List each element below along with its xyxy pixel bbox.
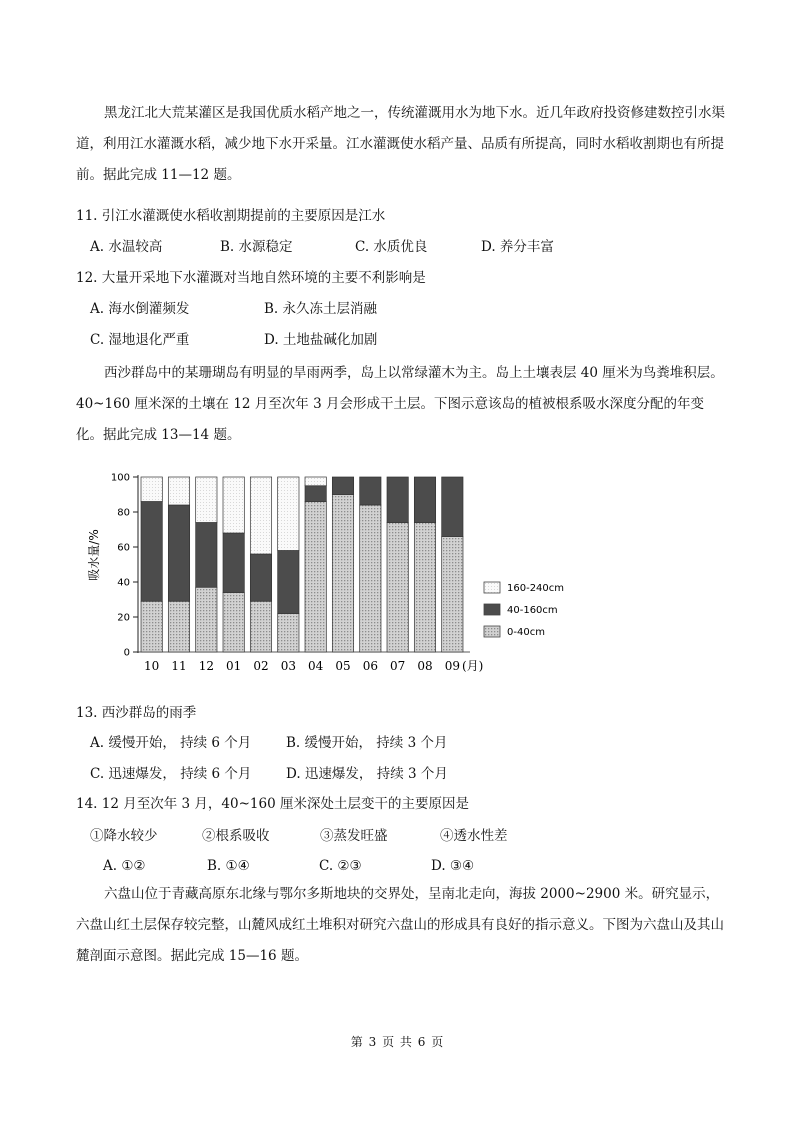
bar-segment-04-40-160cm (305, 486, 326, 502)
y-tick-label: 40 (117, 577, 130, 589)
x-tick-label: 02 (253, 659, 269, 673)
bar-segment-07-40-160cm (387, 477, 408, 523)
y-tick-label: 0 (123, 647, 130, 659)
bar-segment-10-0-40cm (141, 601, 162, 652)
bar-segment-01-40-160cm (223, 533, 244, 593)
question-13-stem: 13. 西沙群岛的雨季 (76, 705, 197, 721)
bar-segment-11-0-40cm (168, 601, 189, 652)
footer-text: 页 (382, 1035, 395, 1049)
option-a[interactable]: A. ①② (103, 858, 146, 874)
bar-segment-08-0-40cm (414, 523, 435, 653)
question-12-stem: 12. 大量开采地下水灌溉对当地自然环境的主要不利影响是 (76, 270, 426, 286)
x-tick-label: 04 (308, 659, 324, 673)
x-tick-label: 09 (444, 659, 460, 673)
option-c[interactable]: C. 迅速爆发， 持续 6 个月 (90, 766, 252, 782)
bar-segment-02-160-240cm (250, 477, 271, 554)
statement-3: ③蒸发旺盛 (320, 828, 388, 844)
legend-label-160-240: 160-240cm (507, 583, 565, 594)
x-tick-label: 07 (390, 659, 406, 673)
question-14-stem: 14. 12 月至次年 3 月，40~160 厘米深处土层变干的主要原因是 (76, 796, 469, 812)
x-tick-label: 01 (226, 659, 242, 673)
option-a[interactable]: A. 海水倒灌频发 (90, 301, 190, 317)
bar-segment-11-40-160cm (168, 505, 189, 601)
bar-segment-01-0-40cm (223, 593, 244, 653)
bar-segment-05-40-160cm (332, 477, 353, 495)
y-tick-label: 20 (117, 612, 130, 624)
statement-4: ④透水性差 (440, 828, 508, 844)
bar-segment-06-40-160cm (360, 477, 381, 505)
option-d[interactable]: D. 土地盐碱化加剧 (264, 332, 378, 348)
option-b[interactable]: B. ①④ (207, 858, 250, 874)
option-b[interactable]: B. 永久冻土层消融 (264, 301, 378, 317)
x-tick-label: 05 (335, 659, 351, 673)
y-tick-label: 100 (110, 472, 130, 484)
passage-11-12: 黑龙江北大荒某灌区是我国优质水稻产地之一，传统灌溉用水为地下水。近几年政府投资修建数控引水渠道，利用江水灌溉水稻，减少地下水开采量。江水灌溉使水稻产量、品质有所提高，同时水稻收割期也有所提前。据此完成 11—12 题。 (76, 105, 725, 183)
bar-segment-01-160-240cm (223, 477, 244, 533)
passage-15-16: 六盘山位于青藏高原东北缘与鄂尔多斯地块的交界处，呈南北走向，海拔 2000~2900 米。研究显示，六盘山红土层保存较完整，山麓风成红土堆积对研究六盘山的形成具有良好的指示意义。下图为六盘山及其山麓剖面示意图。据此完成 15—16 题。 (76, 886, 724, 964)
root-water-uptake-chart (86, 460, 566, 682)
bar-segment-02-40-160cm (250, 554, 271, 601)
total-page-count: 6 (417, 1035, 426, 1049)
x-tick-label: 08 (417, 659, 433, 673)
bar-segment-12-160-240cm (196, 477, 217, 523)
bar-segment-04-160-240cm (305, 477, 326, 486)
option-d[interactable]: D. 迅速爆发， 持续 3 个月 (286, 766, 448, 782)
bar-segment-04-0-40cm (305, 502, 326, 653)
current-page-number: 3 (368, 1035, 377, 1049)
bar-segment-08-40-160cm (414, 477, 435, 523)
x-tick-label: 06 (362, 659, 378, 673)
bar-segment-03-40-160cm (278, 551, 299, 614)
bar-segment-07-0-40cm (387, 523, 408, 653)
option-a[interactable]: A. 水温较高 (90, 239, 163, 255)
legend-label-0-40: 0-40cm (507, 627, 545, 638)
chart-legend (484, 582, 564, 638)
option-c[interactable]: C. 湿地退化严重 (90, 332, 190, 348)
x-tick-label: 11 (171, 659, 187, 673)
x-axis-unit: (月) (462, 659, 484, 673)
footer-text: 第 (350, 1035, 363, 1049)
legend-swatch-160-240 (484, 582, 500, 593)
page-footer (0, 1033, 794, 1050)
statement-2: ②根系吸收 (202, 828, 270, 844)
bar-segment-12-40-160cm (196, 523, 217, 588)
option-b[interactable]: B. 水源稳定 (220, 239, 293, 255)
legend-swatch-0-40 (484, 626, 500, 637)
bar-segment-10-160-240cm (141, 477, 162, 502)
option-a[interactable]: A. 缓慢开始， 持续 6 个月 (90, 735, 252, 751)
bar-segment-12-0-40cm (196, 587, 217, 652)
bar-segment-03-160-240cm (278, 477, 299, 551)
x-tick-label: 12 (198, 659, 214, 673)
legend-label-40-160: 40-160cm (507, 605, 558, 616)
footer-text: 共 (399, 1035, 412, 1049)
bar-segment-02-0-40cm (250, 601, 271, 652)
bar-segment-09-0-40cm (442, 537, 463, 653)
option-d[interactable]: D. 养分丰富 (481, 239, 554, 255)
option-c[interactable]: C. ②③ (319, 858, 362, 874)
y-axis-label: 吸水量/% (87, 529, 101, 581)
statement-1: ①降水较少 (90, 828, 158, 844)
bar-segment-10-40-160cm (141, 502, 162, 602)
legend-swatch-40-160 (484, 604, 500, 615)
bar-segment-06-0-40cm (360, 505, 381, 652)
passage-13-14: 西沙群岛中的某珊瑚岛有明显的旱雨两季，岛上以常绿灌木为主。岛上土壤表层 40 厘米为鸟粪堆积层。40~160 厘米深的土壤在 12 月至次年 3 月会形成干土层。下图示意该岛的植被根系吸水深度分配的年变化。据此完成 13—14 题。 (76, 365, 724, 443)
bar-segment-03-0-40cm (278, 614, 299, 653)
option-c[interactable]: C. 水质优良 (355, 239, 428, 255)
y-tick-label: 80 (117, 507, 130, 519)
question-11-stem: 11. 引江水灌溉使水稻收割期提前的主要原因是江水 (76, 208, 386, 224)
bar-segment-11-160-240cm (168, 477, 189, 505)
y-tick-label: 60 (117, 542, 130, 554)
bar-segment-09-40-160cm (442, 477, 463, 537)
option-d[interactable]: D. ③④ (431, 858, 475, 874)
x-tick-label: 10 (144, 659, 160, 673)
footer-text: 页 (431, 1035, 444, 1049)
x-tick-label: 03 (280, 659, 296, 673)
option-b[interactable]: B. 缓慢开始， 持续 3 个月 (286, 735, 448, 751)
bar-segment-05-0-40cm (332, 495, 353, 653)
